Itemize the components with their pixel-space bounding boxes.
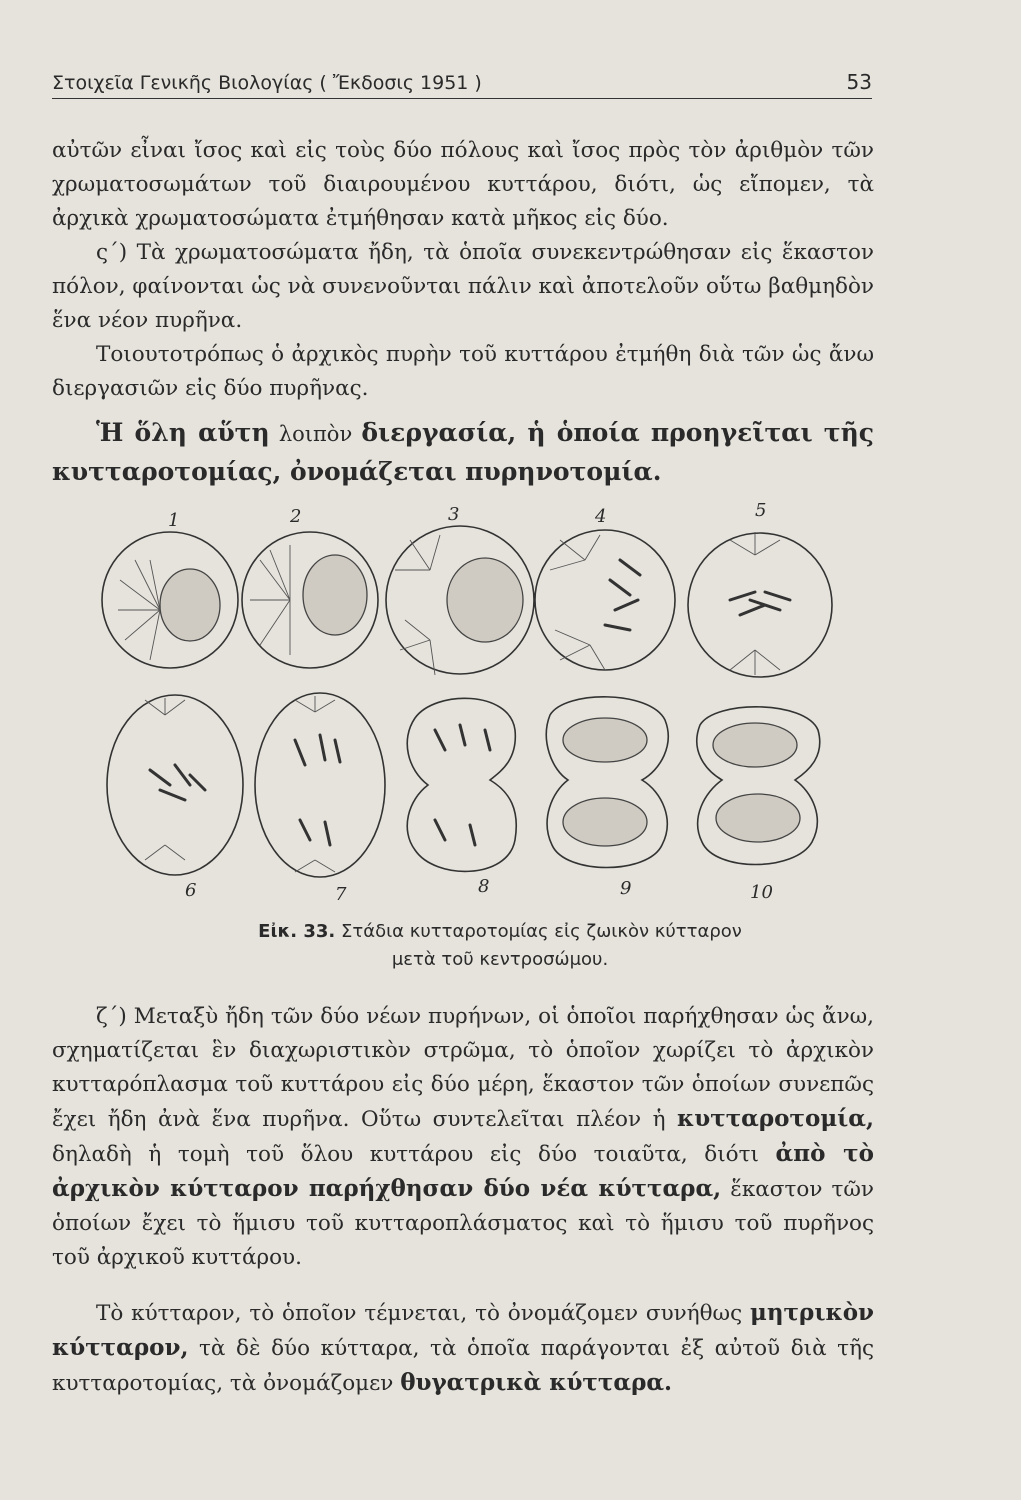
term-mother-cell: μητρικὸν κύτταρον, [52,1299,874,1361]
stage-label-5: 5 [755,500,767,521]
page-number: 53 [846,70,872,94]
caption-line-1 [150,918,850,946]
step-7-text-2: δηλαδὴ ἡ τομὴ τοῦ ὅλου κυττάρου εἰς δύο τοιαῦτα, διότι [52,1142,776,1167]
step-7-text-1: ζ΄) Μεταξὺ ἤδη τῶν δύο νέων πυρήνων, οἱ ὁποῖοι παρήχθησαν ὡς ἄνω, σχηματίζεται ἓν διαχωριστικὸν στρῶμα, τὸ ὁποῖον χωρίζει τὸ ἀρχικὸν κυτταρόπλασμα τοῦ κυττάρου εἰς δύο μέρη, ἕκαστον τῶν ὁποίων συνεπῶς ἔχει ἤδη ἀνὰ ἕνα πυρῆνα. Οὕτω συντελεῖται πλέον ἡ [52,1004,874,1132]
running-head [52,68,872,99]
term-daughter-cells: θυγατρικὰ κύτταρα. [400,1369,673,1396]
phrase-two-new-cells: ἀπὸ τὸ ἀρχικὸν κύτταρον παρήχθησαν δύο νέα κύτταρα, [52,1140,874,1202]
last-text-2: τὰ δὲ δύο κύτταρα, τὰ ὁποῖα παράγονται ἐξ αὐτοῦ διὰ τῆς κυτταροτομίας, τὰ ὀνομάζομεν [52,1336,874,1396]
stage-label-2: 2 [290,506,302,527]
summary-paragraph [52,414,874,491]
stage-label-6: 6 [185,880,197,901]
paragraph-step-6: ς΄) Τὰ χρωματοσώματα ἤδη, τὰ ὁποῖα συνεκεντρώθησαν εἰς ἕκαστον πόλον, φαίνονται ὡς νὰ συνενοῦνται πάλιν καὶ ἀποτελοῦν οὕτω βαθμηδὸν ἕνα νέον πυρῆνα. [52,240,874,333]
summary-part-3: διεργασία, ἡ ὁποία προηγεῖται τῆς κυτταροτομίας, ὀνομάζεται πυρηνοτομία. [52,418,874,486]
paragraph-step-7 [52,1000,874,1275]
stage-label-9: 9 [620,878,632,899]
paragraph-continued: αὐτῶν εἶναι ἴσος καὶ εἰς τοὺς δύο πόλους καὶ ἴσος πρὸς τὸν ἀριθμὸν τῶν χρωματοσωμάτων τοῦ διαιρουμένου κυττάρου, διότι, ὡς εἴπομεν, τὰ ἀρχικὰ χρωματοσώματα ἐτμήθησαν κατὰ μῆκος εἰς δύο. [52,138,874,231]
mitosis-figure [90,500,850,910]
paragraph-nucleus-division: Τοιουτοτρόπως ὁ ἀρχικὸς πυρὴν τοῦ κυττάρου ἐτμήθη διὰ τῶν ὡς ἄνω διεργασιῶν εἰς δύο πυρῆνας. [52,342,874,401]
mitosis-stages-illustration [90,500,850,910]
stage-label-8: 8 [478,876,490,897]
running-title: Στοιχεῖα Γενικῆς Βιολογίας ( Ἔκδοσις 1951 ) [52,72,482,94]
caption-text-1: Στάδια κυτταροτομίας εἰς ζωικὸν κύτταρον [341,921,742,942]
last-text-1: Τὸ κύτταρον, τὸ ὁποῖον τέμνεται, τὸ ὀνομάζομεν συνήθως [96,1301,750,1326]
step-7-text-3: ἕκαστον τῶν ὁποίων ἔχει τὸ ἥμισυ τοῦ κυτταροπλάσματος καὶ τὸ ἥμισυ τοῦ πυρῆνος τοῦ ἀρχικοῦ κυττάρου. [52,1177,874,1270]
cell-stage-7 [255,693,385,877]
figure-caption [150,918,850,974]
stage-label-7: 7 [335,884,347,905]
summary-part-1: Ἡ ὅλη αὕτη [96,418,270,447]
stage-label-3: 3 [448,504,460,525]
stage-label-4: 4 [595,506,607,527]
term-cytokinesis: κυτταροτομία, [677,1105,874,1132]
cell-stage-8 [407,698,516,871]
cell-stage-5 [688,533,832,677]
caption-label: Εἰκ. 33. [258,921,336,942]
cell-stage-4 [535,530,675,670]
summary-part-2: λοιπὸν [269,422,362,446]
stage-label-1: 1 [168,510,180,531]
stage-label-10: 10 [750,882,773,903]
cell-stage-6 [107,695,243,875]
paragraph-mother-daughter [52,1296,874,1401]
caption-line-2: μετὰ τοῦ κεντροσώμου. [391,949,609,970]
